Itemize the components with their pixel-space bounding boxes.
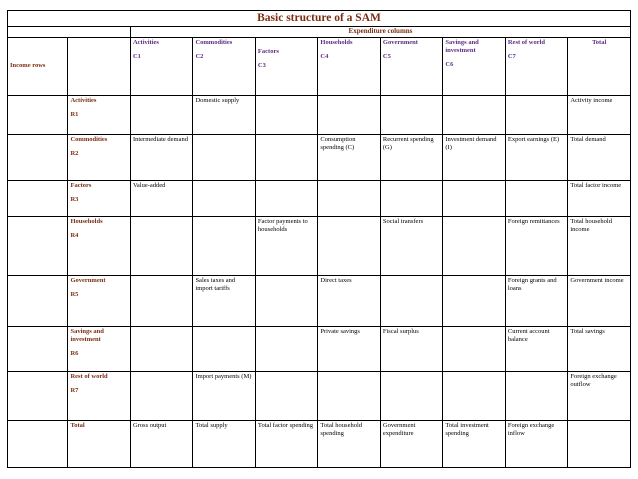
row-axis-blank [8,134,68,180]
col-header-households: Households C4 [318,37,380,95]
sam-cell: Investment demand (I) [443,134,505,180]
title-cell [8,11,631,27]
table-row [8,371,631,420]
sam-cell [193,326,255,371]
row-axis-blank [8,217,68,275]
sam-cell: Export earnings (E) [505,134,567,180]
row-header-activities: Activities R1 [68,95,130,134]
sam-cell [443,180,505,217]
sam-cell [380,180,442,217]
col-header-commodities: Commodities C2 [193,37,255,95]
sam-cell [443,95,505,134]
sam-cell: Current account balance [505,326,567,371]
row-axis-blank [8,180,68,217]
row-axis-blank [8,95,68,134]
sam-cell [505,180,567,217]
sam-cell [380,275,442,326]
income-rows-label: Income rows [8,37,68,95]
sam-cell: Social transfers [380,217,442,275]
sam-cell: Domestic supply [193,95,255,134]
sam-cell: Government expenditure [380,420,442,467]
sam-cell: Total savings [568,326,631,371]
sam-cell: Direct taxes [318,275,380,326]
row-axis-blank [8,326,68,371]
sam-cell [130,275,192,326]
sam-cell [568,420,631,467]
sam-cell: Private savings [318,326,380,371]
sam-cell: Intermediate demand [130,134,192,180]
row-header-total: Total [68,420,130,467]
col-header-savings-investment: Savings and investment C6 [443,37,505,95]
sam-cell: Sales taxes and import tariffs [193,275,255,326]
sam-cell [193,134,255,180]
row-header-government: Government R5 [68,275,130,326]
sam-cell: Total household spending [318,420,380,467]
sam-cell [380,95,442,134]
sam-cell [130,217,192,275]
sam-table [7,10,631,468]
sam-cell [505,371,567,420]
table-title: Basic structure of a SAM [257,12,381,25]
sam-cell: Foreign exchange outflow [568,371,631,420]
sam-cell [443,275,505,326]
sam-cell: Recurrent spending (G) [380,134,442,180]
sam-cell [318,371,380,420]
sam-cell [193,217,255,275]
sam-cell [443,217,505,275]
row-axis-blank [8,420,68,467]
table-row [8,180,631,217]
sam-cell: Foreign grants and loans [505,275,567,326]
sam-cell [193,180,255,217]
blank-corner [8,27,131,37]
table-row [8,420,631,467]
sam-cell: Total demand [568,134,631,180]
sam-cell [255,95,317,134]
sam-cell: Gross output [130,420,192,467]
sam-cell [130,95,192,134]
row-axis-blank [8,275,68,326]
sam-cell: Total investment spending [443,420,505,467]
sam-cell: Consumption spending (C) [318,134,380,180]
sam-cell: Foreign remittances [505,217,567,275]
sam-cell [130,371,192,420]
row-header-savings-investment: Savings and investment R6 [68,326,130,371]
col-header-government: Government C5 [380,37,442,95]
sam-cell [318,217,380,275]
sam-cell: Total factor income [568,180,631,217]
sam-cell [443,371,505,420]
sam-cell [255,275,317,326]
sam-cell: Fiscal surplus [380,326,442,371]
header-blank [68,37,130,95]
table-row [8,326,631,371]
sam-cell [443,326,505,371]
sam-cell: Activity income [568,95,631,134]
col-header-rest-of-world: Rest of world C7 [505,37,567,95]
row-header-factors: Factors R3 [68,180,130,217]
sam-cell [318,95,380,134]
sam-cell [318,180,380,217]
row-header-commodities: Commodities R2 [68,134,130,180]
sam-cell [255,134,317,180]
sam-cell [255,326,317,371]
sam-cell: Government income [568,275,631,326]
sam-cell [255,180,317,217]
table-row [8,95,631,134]
sam-cell: Value-added [130,180,192,217]
sam-cell [380,371,442,420]
row-axis-blank [8,371,68,420]
sam-cell [130,326,192,371]
row-header-households: Households R4 [68,217,130,275]
col-header-total: Total [568,37,631,95]
subtitle-cell [130,27,630,37]
sam-cell: Total supply [193,420,255,467]
sam-cell: Factor payments to households [255,217,317,275]
table-row [8,275,631,326]
row-header-rest-of-world: Rest of world R7 [68,371,130,420]
sam-cell: Total factor spending [255,420,317,467]
sam-cell: Foreign exchange inflow [505,420,567,467]
sam-cell: Import payments (M) [193,371,255,420]
table-row [8,134,631,180]
col-header-activities: Activities C1 [130,37,192,95]
sam-cell [255,371,317,420]
expenditure-columns-label: Expenditure columns [348,27,413,36]
sam-cell: Total household income [568,217,631,275]
table-row [8,217,631,275]
sam-cell [505,95,567,134]
col-header-factors: Factors C3 [255,37,317,95]
